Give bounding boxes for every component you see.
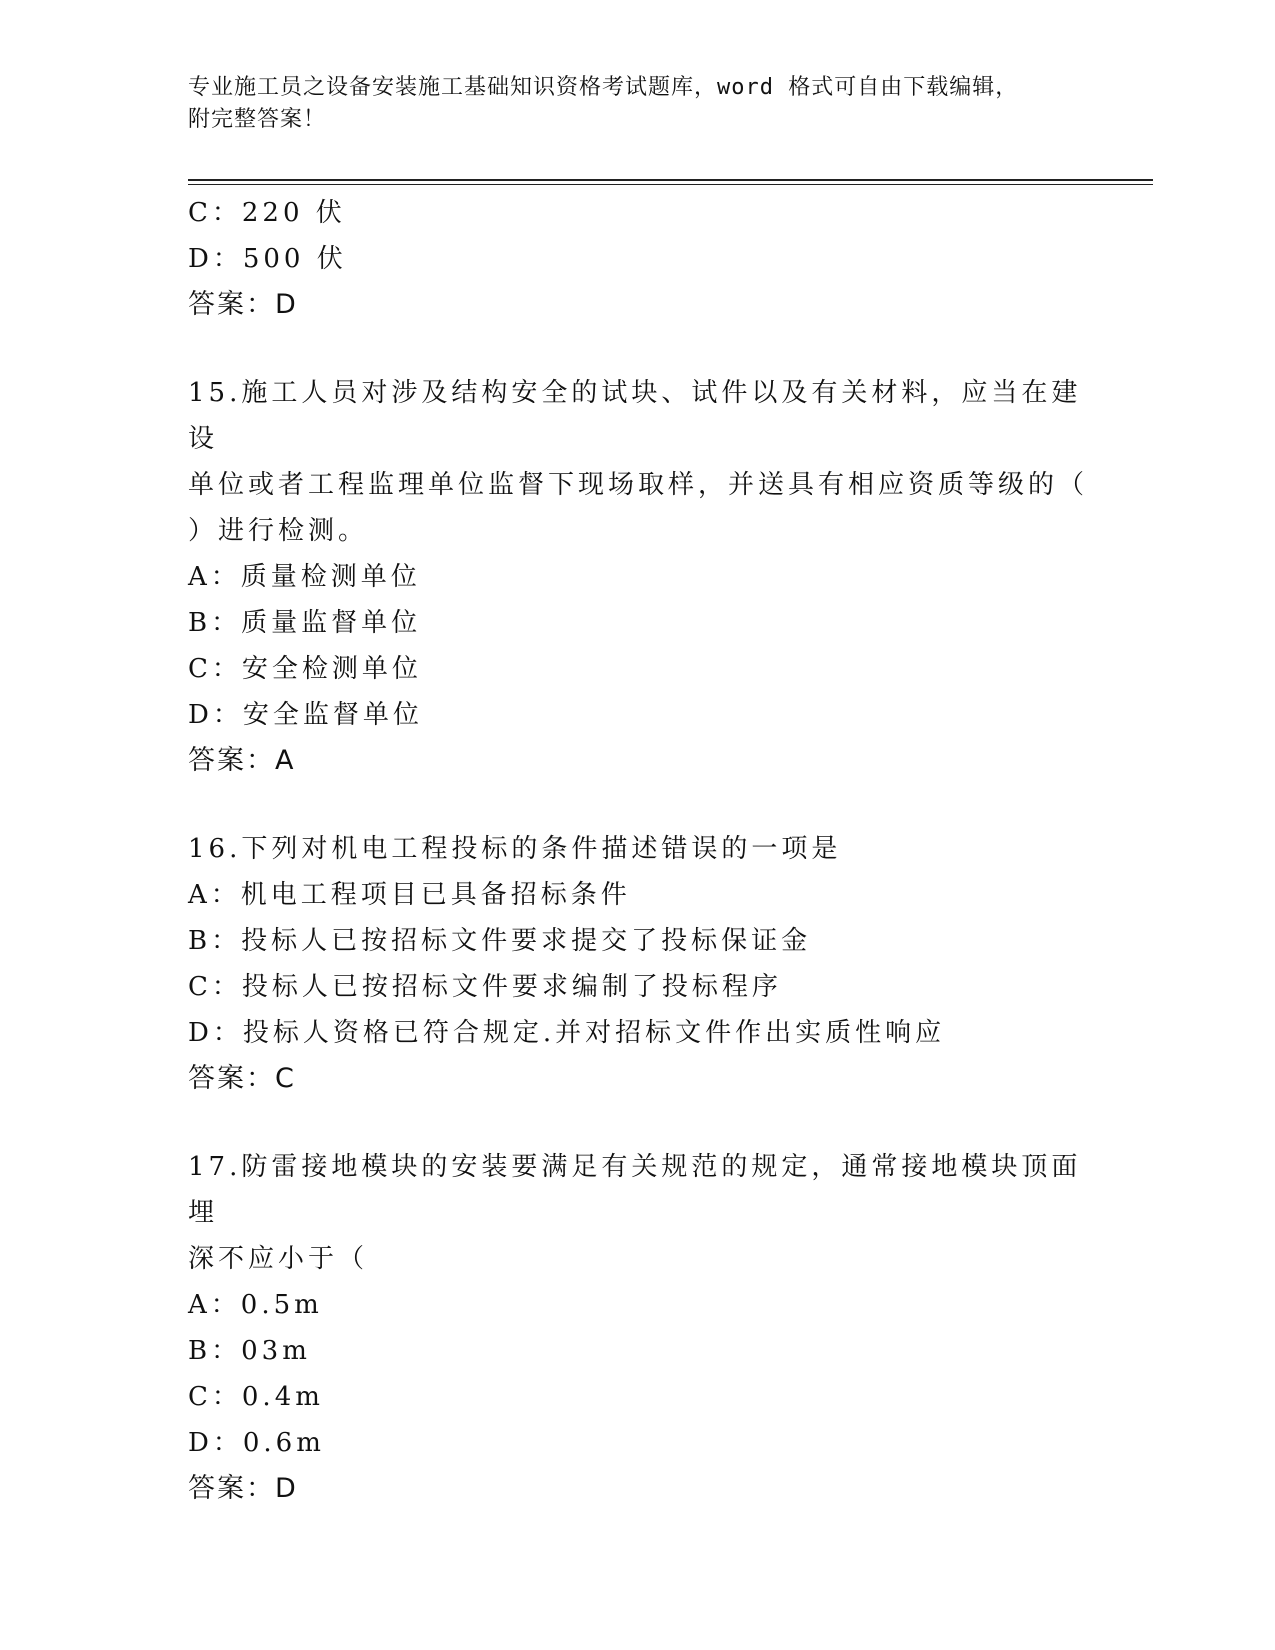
header-divider-thick (188, 179, 1153, 181)
option-b: B：投标人已按招标文件要求提交了投标保证金 (188, 926, 812, 956)
option-c: C：220 伏 (188, 198, 346, 228)
question-15 (188, 370, 1088, 784)
question-partial (188, 190, 1088, 328)
option-c: C：安全检测单位 (188, 654, 422, 684)
header-line-2: 附完整答案！ (188, 107, 327, 132)
answer-line: 答案：C (188, 1063, 296, 1094)
answer-line: 答案：A (188, 745, 296, 776)
option-d: D：安全监督单位 (188, 700, 423, 730)
question-stem-line: 单位或者工程监理单位监督下现场取样，并送具有相应资质等级的（ (188, 470, 1089, 500)
option-b: B：质量监督单位 (188, 608, 422, 638)
answer-line: 答案：D (188, 289, 298, 320)
option-d: D：0.6m (188, 1428, 325, 1458)
option-b: B：03m (188, 1336, 311, 1366)
option-a: A：机电工程项目已具备招标条件 (188, 880, 631, 910)
question-content (188, 190, 1088, 1512)
spacer (188, 1102, 1088, 1144)
option-a: A：0.5m (188, 1290, 323, 1320)
question-stem-line: ）进行检测。 (188, 516, 369, 546)
question-stem-line: 17.防雷接地模块的安装要满足有关规范的规定，通常接地模块顶面埋 (188, 1152, 1082, 1228)
option-c: C：0.4m (188, 1382, 324, 1412)
answer-line: 答案：D (188, 1473, 298, 1504)
header-divider-thin (188, 184, 1153, 185)
question-16 (188, 826, 1088, 1102)
spacer (188, 328, 1088, 370)
question-stem-line: 深不应小于（ (188, 1244, 369, 1274)
option-d: D：500 伏 (188, 244, 347, 274)
option-d: D：投标人资格已符合规定.并对招标文件作出实质性响应 (188, 1018, 946, 1048)
question-17 (188, 1144, 1088, 1512)
document-header (188, 72, 1088, 136)
option-a: A：质量检测单位 (188, 562, 421, 592)
header-line-1: 专业施工员之设备安装施工基础知识资格考试题库，word 格式可自由下载编辑， (188, 75, 1019, 100)
question-stem-line: 16.下列对机电工程投标的条件描述错误的一项是 (188, 834, 842, 864)
question-stem-line: 15.施工人员对涉及结构安全的试块、试件以及有关材料，应当在建设 (188, 378, 1082, 454)
option-c: C：投标人已按招标文件要求编制了投标程序 (188, 972, 782, 1002)
spacer (188, 784, 1088, 826)
